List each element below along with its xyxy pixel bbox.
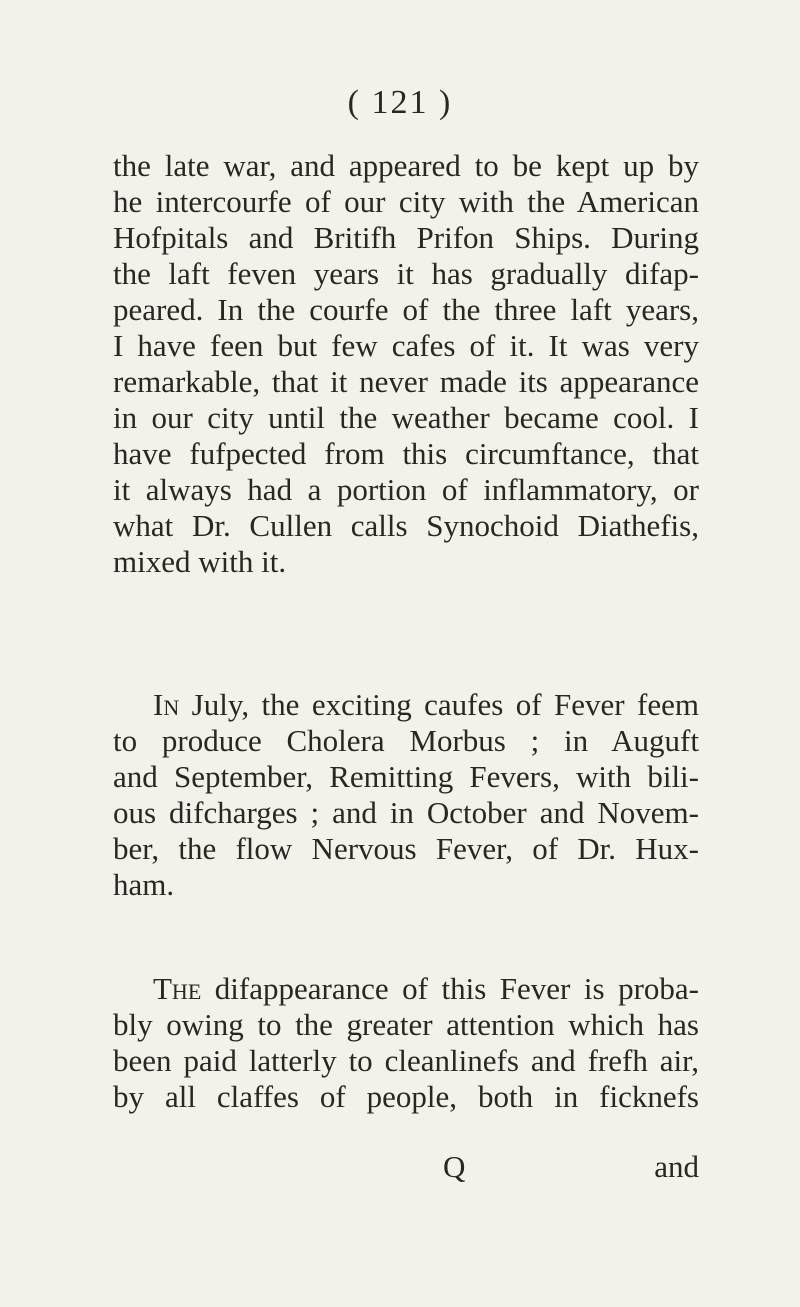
catchword: and <box>654 1149 699 1184</box>
text-line-rest: difappearance of this Fever is proba- <box>201 971 699 1006</box>
text-line: Hofpitals and Britifh Prifon Ships. During <box>113 220 699 255</box>
paragraph-lead: The <box>153 971 202 1006</box>
signature-mark: Q <box>443 1149 466 1184</box>
text-line: by all claffes of people, both in ficknefs <box>113 1079 699 1114</box>
text-line: what Dr. Cullen calls Synochoid Diathefis, <box>113 508 699 543</box>
text-line: the laft feven years it has gradually difap- <box>113 256 699 291</box>
paragraph-lead: In <box>153 687 180 722</box>
text-line: peared. In the courfe of the three laft years, <box>113 292 699 327</box>
text-line: bly owing to the greater attention which has <box>113 1007 699 1042</box>
text-line: he intercourfe of our city with the American <box>113 184 699 219</box>
page-footer <box>113 1149 699 1189</box>
text-line: it always had a portion of inflammatory, or <box>113 472 699 507</box>
text-line: have fufpected from this circumftance, that <box>113 436 699 471</box>
paragraph-2 <box>113 687 699 903</box>
text-line: remarkable, that it never made its appearance <box>113 364 699 399</box>
text-line-first <box>113 687 699 723</box>
text-line: and September, Remitting Fevers, with bili- <box>113 759 699 794</box>
paragraph-1 <box>113 148 699 580</box>
text-line: ber, the flow Nervous Fever, of Dr. Hux- <box>113 831 699 866</box>
text-line: mixed with it. <box>113 544 287 579</box>
paragraph-3 <box>113 971 699 1115</box>
text-line: ham. <box>113 867 175 902</box>
text-line-rest: July, the exciting caufes of Fever feem <box>179 687 699 722</box>
text-line: been paid latterly to cleanlinefs and frefh air, <box>113 1043 699 1078</box>
text-line: the late war, and appeared to be kept up by <box>113 148 699 183</box>
text-line: I have feen but few cafes of it. It was very <box>113 328 699 363</box>
text-line-first <box>113 971 699 1007</box>
text-line: to produce Cholera Morbus ; in Auguft <box>113 723 699 758</box>
text-line: ous difcharges ; and in October and Novem- <box>113 795 699 830</box>
text-line: in our city until the weather became cool. I <box>113 400 699 435</box>
page-number: ( 121 ) <box>347 84 453 121</box>
